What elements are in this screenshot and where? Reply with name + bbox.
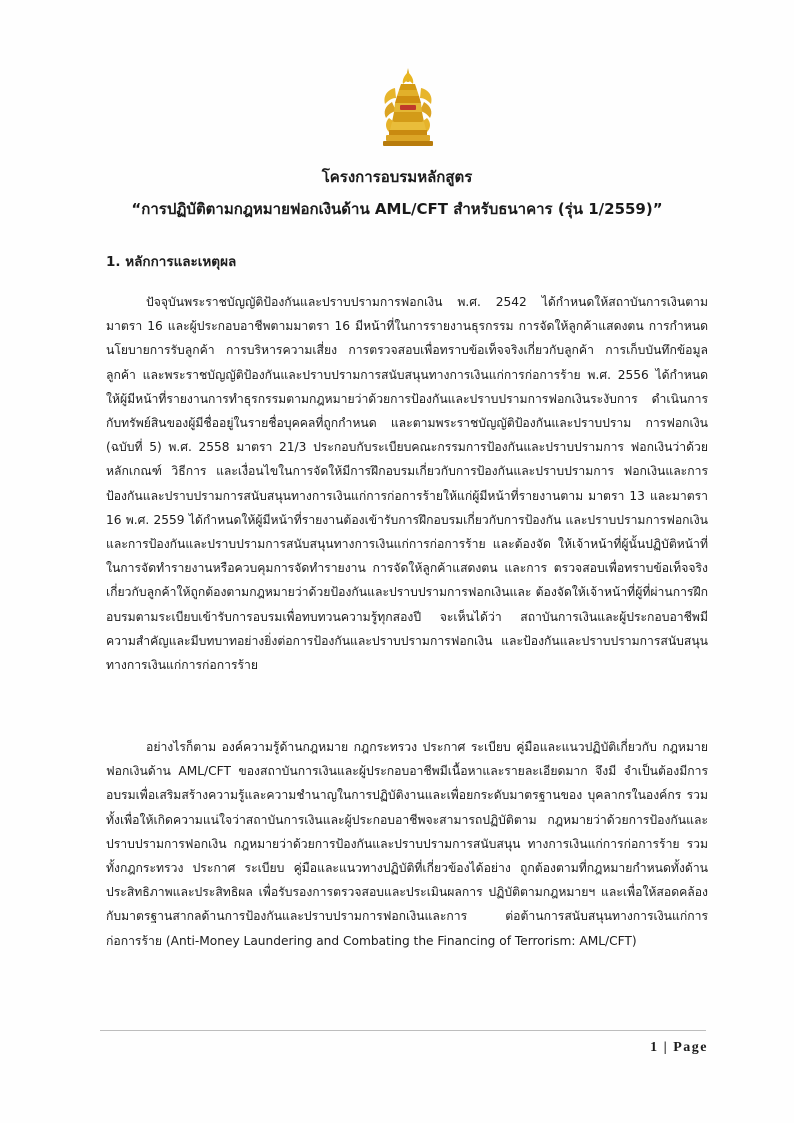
chulalongkorn-emblem-icon — [377, 66, 439, 148]
course-title-line-1: โครงการอบรมหลักสูตร — [321, 168, 473, 186]
footer-divider — [100, 1030, 706, 1031]
section-heading: 1. หลักการและเหตุผล — [106, 254, 237, 270]
page-number: 1 | Page — [650, 1040, 708, 1055]
body-paragraph-1: ปัจจุบันพระราชบัญญัติป้องกันและปราบปรามการฟอกเงิน พ.ศ. 2542 ได้กำหนดให้สถาบันการเงินตาม มาตรา 16 และผู้ประกอบอาชีพตามมาตรา 16 มีหน้าที่ในการรายงานธุรกรรม การจัดให้ลูกค้าแสดงตน การกำหนด นโยบายการรับลูกค้า การบริหารความเสี่ยง การตรวจสอบเพื่อทราบข้อเท็จจริงเกี่ยวกับลูกค้า การเก็บบันทึกข้อมูล ลูกค้า และพระราชบัญญัติป้องกันและปราบปรามการสนับสนุนทางการเงินแก่การก่อการร้าย พ.ศ. 2556 ได้กำหนดให้ผู้มีหน้าที่รายงานการทำธุรกรรมตามกฎหมายว่าด้วยการป้องกันและปราบปรามการฟอกเงินระงับการ ดำเนินการกับทรัพย์สินของผู้มีชื่ออยู่ในรายชื่อบุคคลที่ถูกกำหนด และตามพระราชบัญญัติป้องกันและปราบปราม การฟอกเงิน (ฉบับที่ 5) พ.ศ. 2558 มาตรา 21/3 ประกอบกับระเบียบคณะกรรมการป้องกันและปราบปรามการ ฟอกเงินว่าด้วยหลักเกณฑ์ วิธีการ และเงื่อนไขในการจัดให้มีการฝึกอบรมเกี่ยวกับการป้องกันและปราบปรามการ ฟอกเงินและการป้องกันและปราบปรามการสนับสนุนทางการเงินแก่การก่อการร้ายให้แก่ผู้มีหน้าที่รายงานตาม มาตรา 13 และมาตรา 16 พ.ศ. 2559 ได้กำหนดให้ผู้มีหน้าที่รายงานต้องเข้ารับการฝึกอบรมเกี่ยวกับการป้องกัน และปราบปรามการฟอกเงินและการป้องกันและปราบปรามการสนับสนุนทางการเงินแก่การก่อการร้าย และต้องจัด ให้เจ้าหน้าที่ผู้นั้นปฏิบัติหน้าที่ในการจัดทำรายงานหรือควบคุมการจัดทำรายงาน การจัดให้ลูกค้าแสดงตน และการ ตรวจสอบเพื่อทราบข้อเท็จจริงเกี่ยวกับลูกค้าให้ถูกต้องตามกฎหมายว่าด้วยป้องกันและปราบปรามการฟอกเงินและ ต้องจัดให้เจ้าหน้าที่ผู้ที่ผ่านการฝึกอบรมตามระเบียบเข้ารับการอบรมเพื่อทบทวนความรู้ทุกสองปี จะเห็นได้ว่า สถาบันการเงินและผู้ประกอบอาชีพมีความสำคัญและมีบทบาทอย่างยิ่งต่อการป้องกันและปราบปรามการฟอกเงิน และป้องกันและปราบปรามการสนับสนุนทางการเงินแก่การก่อการร้าย — [106, 295, 708, 673]
body-paragraph-2: อย่างไรก็ตาม องค์ความรู้ด้านกฎหมาย กฎกระทรวง ประกาศ ระเบียบ คู่มือและแนวปฏิบัติเกี่ยวกับ กฎหมายฟอกเงินด้าน AML/CFT ของสถาบันการเงินและผู้ประกอบอาชีพมีเนื้อหาและรายละเอียดมาก จึงมี จำเป็นต้องมีการอบรมเพื่อเสริมสร้างความรู้และความชำนาญในการปฏิบัติงานและเพื่อยกระดับมาตรฐานของ บุคลากรในองค์กร รวมทั้งเพื่อให้เกิดความแน่ใจว่าสถาบันการเงินและผู้ประกอบอาชีพจะสามารถปฏิบัติตาม กฎหมายว่าด้วยการป้องกันและปราบปรามการฟอกเงิน กฎหมายว่าด้วยการป้องกันและปราบปรามการสนับสนุน ทางการเงินแก่การก่อการร้าย รวมทั้งกฎกระทรวง ประกาศ ระเบียบ คู่มือและแนวทางปฏิบัติที่เกี่ยวข้องได้อย่าง ถูกต้องตามที่กฎหมายกำหนดทั้งด้านประสิทธิภาพและประสิทธิผล เพื่อรับรองการตรวจสอบและประเมินผลการ ปฏิบัติตามกฎหมายฯ และเพื่อให้สอดคล้องกับมาตรฐานสากลด้านการป้องกันและปราบปรามการฟอกเงินและการ ต่อต้านการสนับสนุนทางการเงินแก่การก่อการร้าย (Anti-Money Laundering and Combating the Financing of Terrorism: AML/CFT) — [106, 740, 708, 948]
course-title-line-2: “การปฏิบัติตามกฎหมายฟอกเงินด้าน AML/CFT สำหรับธนาคาร (รุ่น 1/2559)” — [131, 200, 663, 218]
